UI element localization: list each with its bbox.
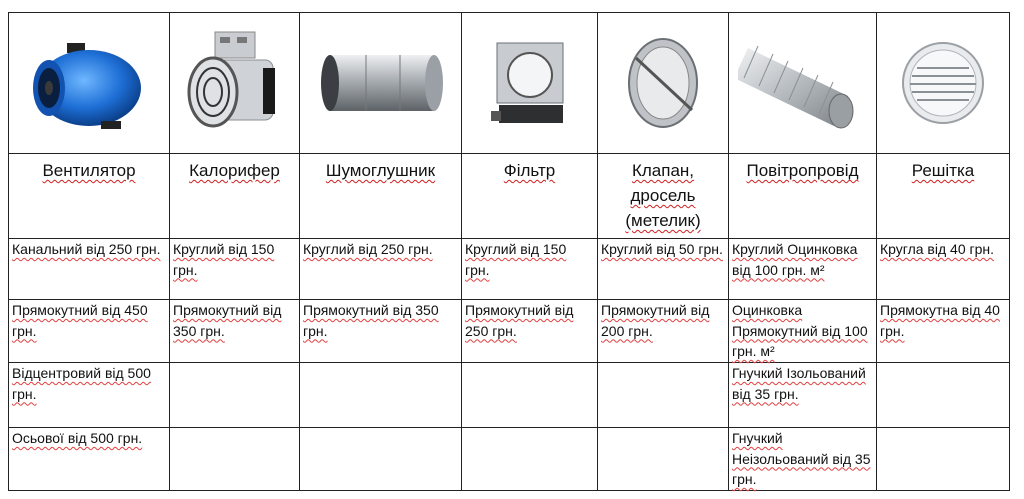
table-cell <box>300 300 462 363</box>
table-cell <box>877 239 1010 300</box>
table-cell <box>729 363 877 428</box>
table-cell <box>170 239 300 300</box>
grille-image-cell <box>877 13 1010 154</box>
cell-text: Кругла від 40 грн. <box>880 241 995 257</box>
cell-text: Прямокутна від 40 грн. <box>880 302 1000 339</box>
cell-text: Круглий Оцинковка від 100 грн. м² <box>732 241 858 278</box>
cell-text: Прямокутний від 450 грн. <box>12 302 148 339</box>
table-cell <box>170 428 300 491</box>
image-row <box>9 13 1010 154</box>
header-label: Шумоглушник <box>325 161 436 180</box>
table-cell <box>462 239 598 300</box>
table-cell <box>170 363 300 428</box>
table-cell <box>598 363 729 428</box>
price-table <box>8 12 1010 491</box>
table-cell <box>462 363 598 428</box>
cell-text: Гнучкий Ізольований від 35 грн. <box>732 365 866 402</box>
table-cell <box>9 300 170 363</box>
header-label: Клапан, дросель (метелик) <box>625 161 701 230</box>
header-label: Фільтр <box>503 161 556 180</box>
round-grille-image <box>898 38 988 128</box>
cell-text: Круглий від 150 грн. <box>173 241 275 278</box>
silencer-image-cell <box>300 13 462 154</box>
category-header-row <box>9 154 1010 239</box>
category-header <box>170 154 300 239</box>
table-cell <box>300 428 462 491</box>
table-cell <box>729 239 877 300</box>
cell-text: Круглий від 150 грн. <box>465 241 567 278</box>
table-cell <box>598 300 729 363</box>
table-cell <box>9 239 170 300</box>
category-header <box>877 154 1010 239</box>
silencer-image <box>316 43 446 123</box>
category-header <box>462 154 598 239</box>
table-cell <box>300 239 462 300</box>
fan-image-cell <box>9 13 170 154</box>
table-row <box>9 239 1010 300</box>
cell-text: Прямокутний від 350 грн. <box>303 302 439 339</box>
heater-image-cell <box>170 13 300 154</box>
table-cell <box>462 428 598 491</box>
cell-text: Осьової від 500 грн. <box>12 430 143 446</box>
table-cell <box>729 300 877 363</box>
header-label: Повітропровід <box>746 161 859 180</box>
table-cell <box>598 239 729 300</box>
damper-image-cell <box>598 13 729 154</box>
header-label: Вентилятор <box>42 161 136 180</box>
category-header <box>9 154 170 239</box>
table-cell <box>877 428 1010 491</box>
table-cell <box>877 363 1010 428</box>
air-duct-image-cell <box>729 13 877 154</box>
table-cell <box>300 363 462 428</box>
header-label: Калорифер <box>189 161 280 180</box>
table-cell <box>9 428 170 491</box>
category-header <box>598 154 729 239</box>
cell-text: Прямокутний від 200 грн. <box>601 302 710 339</box>
flexible-duct-image <box>738 28 868 138</box>
table-cell <box>729 428 877 491</box>
table-row <box>9 428 1010 491</box>
table-cell <box>598 428 729 491</box>
inline-duct-fan-image <box>19 33 159 133</box>
cell-text: Прямокутний від 350 грн. <box>173 302 282 339</box>
table-cell <box>462 300 598 363</box>
cell-text: Канальний від 250 грн. <box>12 241 161 257</box>
cell-text: Круглий від 50 грн. <box>601 241 723 257</box>
filter-image-cell <box>462 13 598 154</box>
duct-heater-image <box>185 28 285 138</box>
header-label: Решітка <box>911 161 975 180</box>
table-cell <box>9 363 170 428</box>
cell-text: Прямокутний від 250 грн. <box>465 302 574 339</box>
cell-text: Круглий від 250 грн. <box>303 241 433 257</box>
cell-text: Відцентровий від 500 грн. <box>12 365 151 402</box>
table-cell <box>170 300 300 363</box>
table-cell <box>877 300 1010 363</box>
filter-box-image <box>485 33 575 133</box>
cell-text: Оцинковка Прямокутний від 100 грн. м² <box>732 302 868 359</box>
category-header <box>300 154 462 239</box>
table-row <box>9 300 1010 363</box>
category-header <box>729 154 877 239</box>
table-row <box>9 363 1010 428</box>
cell-text: Гнучкий Неізольований від 35 грн. <box>732 430 871 487</box>
damper-valve-image <box>618 28 708 138</box>
